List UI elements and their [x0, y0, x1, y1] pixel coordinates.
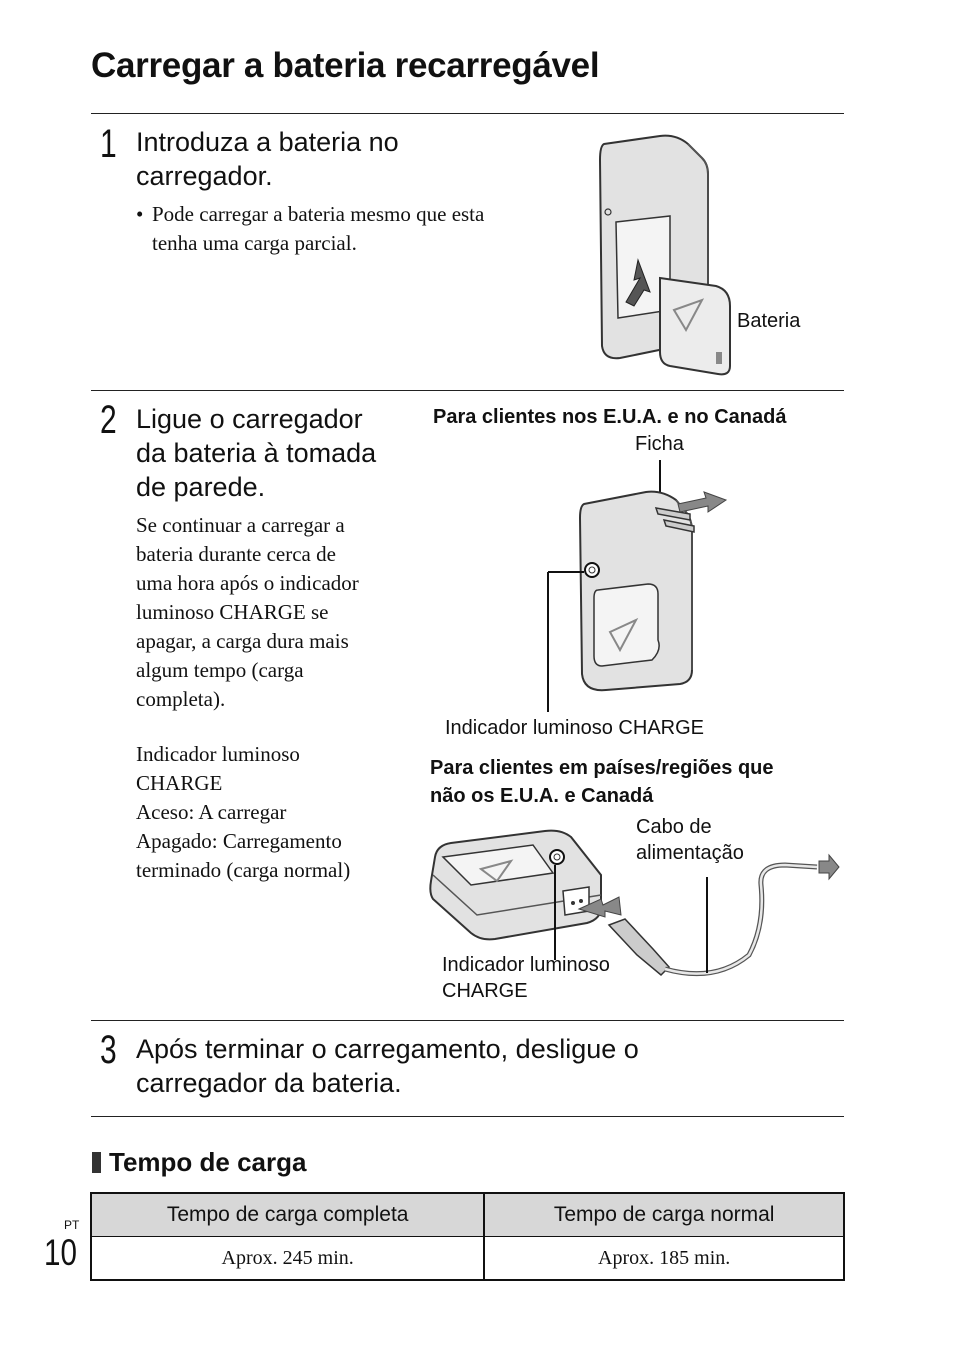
step-paragraph: Se continuar a carregar a bateria durante cerca de uma hora após o indicador luminoso CHARGE se apagar, a carga dura mais algum tempo (carga completa). [136, 513, 359, 711]
label-power-cable: Cabo de alimentação [636, 816, 744, 864]
step-number: 3 [100, 1028, 117, 1072]
us-heading: Para clientes nos E.U.A. e no Canadá [433, 406, 787, 428]
label-indicator-us: Indicador luminoso CHARGE [445, 717, 704, 739]
step-number: 2 [100, 398, 117, 442]
divider [91, 1020, 844, 1021]
label-battery: Bateria [737, 310, 801, 332]
section-marker-icon [92, 1152, 101, 1173]
column-header: Tempo de carga completa [91, 1193, 484, 1237]
divider [91, 390, 844, 391]
column-header: Tempo de carga normal [484, 1193, 844, 1237]
table-row [91, 1237, 844, 1281]
table-cell: Aprox. 185 min. [484, 1237, 844, 1281]
us-charger-illustration [540, 460, 740, 740]
table-header-row [91, 1193, 844, 1237]
step-number: 1 [100, 122, 117, 166]
charger-battery-illustration [590, 130, 740, 380]
page-title: Carregar a bateria recarregável [91, 46, 600, 85]
step-heading: Após terminar o carregamento, desligue o carregador da bateria. [136, 1034, 639, 1098]
bullet-icon: • [136, 202, 144, 226]
table-cell: Aprox. 245 min. [91, 1237, 484, 1281]
label-plug: Ficha [635, 433, 684, 455]
other-heading: Para clientes em países/regiões que não os E.U.A. e Canadá [430, 757, 774, 807]
charge-time-table [90, 1192, 845, 1281]
bullet-text: Pode carregar a bateria mesmo que esta tenha uma carga parcial. [152, 202, 485, 255]
indicator-info: Indicador luminoso CHARGE Aceso: A carregar Apagado: Carregamento terminado (carga normal) [136, 742, 351, 882]
step-heading: Introduza a bateria no carregador. [136, 127, 399, 191]
divider [91, 113, 844, 114]
section-heading: Tempo de carga [109, 1147, 307, 1177]
label-indicator-other: Indicador luminoso CHARGE [442, 954, 610, 1002]
language-code: PT [64, 1218, 80, 1232]
divider [91, 1116, 844, 1117]
step-heading: Ligue o carregador da bateria à tomada de parede. [136, 404, 377, 502]
page-number: 10 [44, 1232, 77, 1273]
